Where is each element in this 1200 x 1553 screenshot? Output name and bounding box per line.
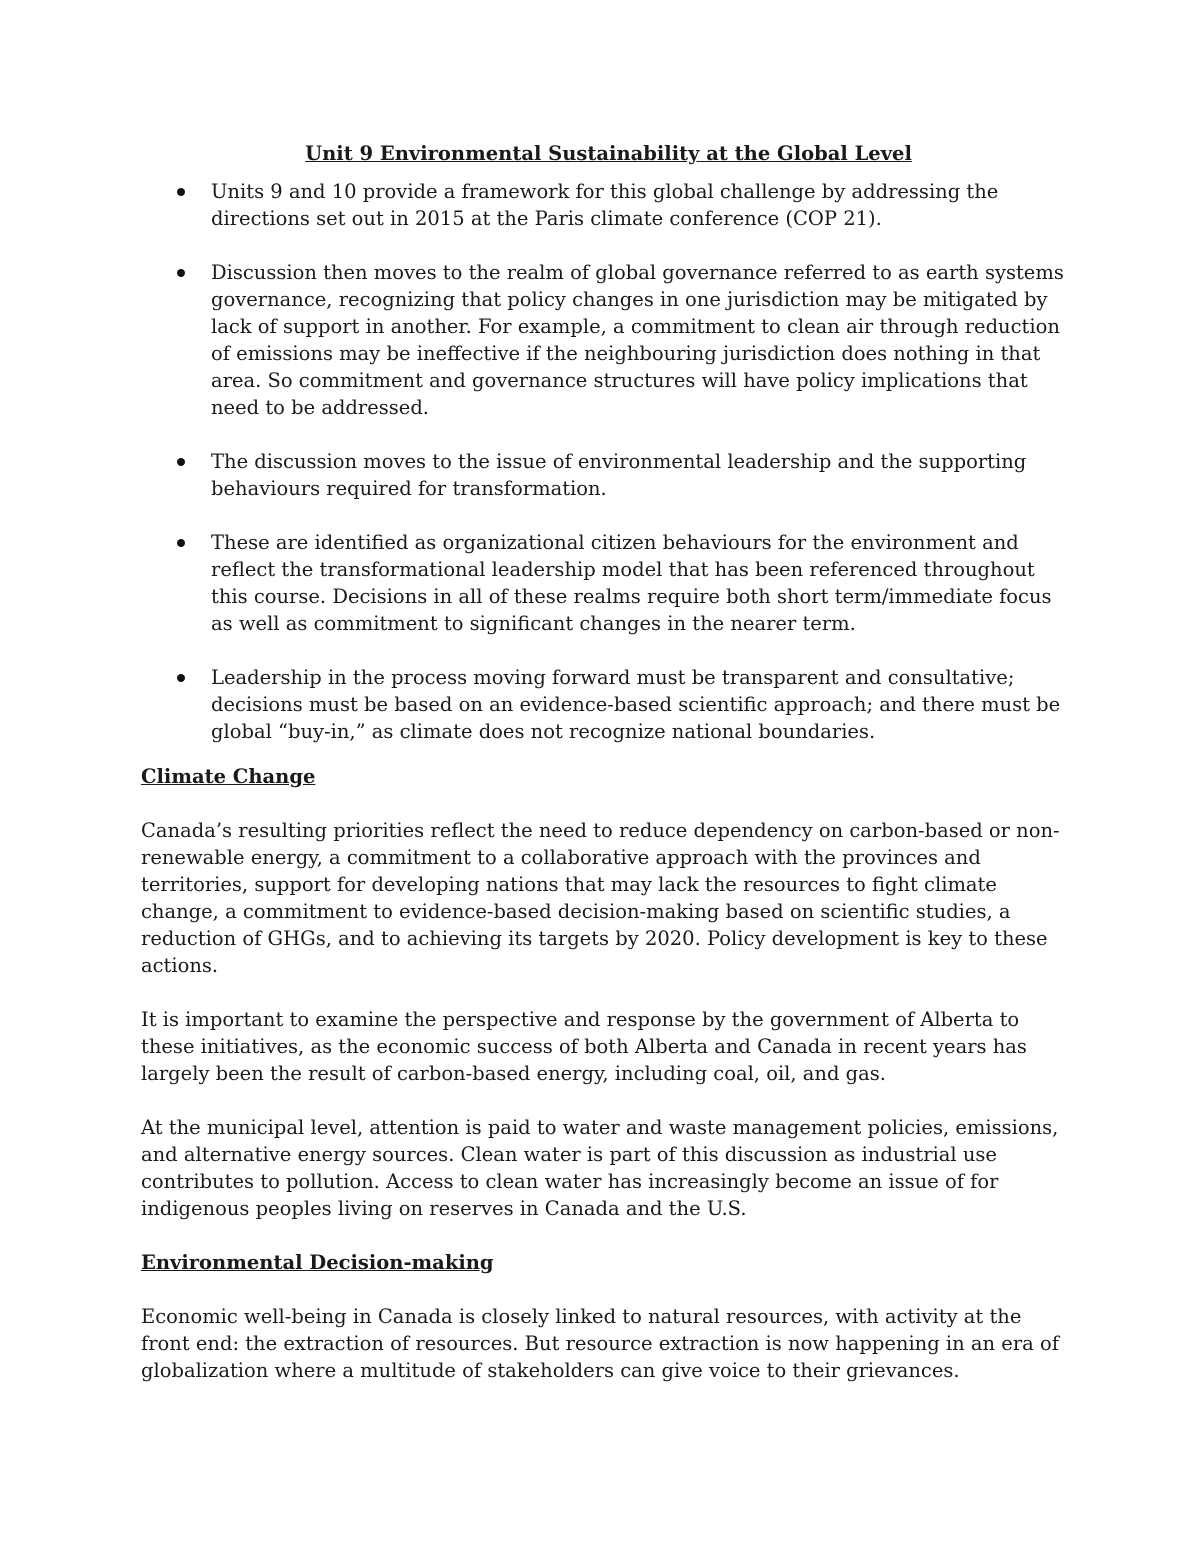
bullet-item [141,259,1076,421]
bullet-list [141,178,1076,745]
bullet-icon [177,674,185,682]
bullet-text: Units 9 and 10 provide a framework for this global challenge by addressing the directions set out in 2015 at the Paris climate conference (COP 21). [211,180,999,230]
bullet-item [141,178,1076,232]
bullet-icon [177,188,185,196]
bullet-item [141,664,1076,745]
paragraph: Economic well-being in Canada is closely linked to natural resources, with activity at the front end: the extraction of resources. But resource extraction is now happening in an era of globalization where a multitude of stakeholders can give voice to their grievances. [141,1305,1059,1382]
paragraph: It is important to examine the perspective and response by the government of Alberta to these initiatives, as the economic success of both Alberta and Canada in recent years has largely been the result of carbon-based energy, including coal, oil, and gas. [141,1008,1027,1085]
bullet-item [141,448,1076,502]
bullet-text: The discussion moves to the issue of environmental leadership and the supporting behaviours required for transformation. [211,450,1027,500]
bullet-text: Leadership in the process moving forward must be transparent and consultative; decisions must be based on an evidence-based scientific approach; and there must be global “buy-in,” as climate does not recognize national boundaries. [211,666,1061,743]
bullet-text: Discussion then moves to the realm of global governance referred to as earth systems governance, recognizing that policy changes in one jurisdiction may be mitigated by lack of support in another. For example, a commitment to clean air through reduction of emissions may be ineffective if the neighbouring jurisdiction does nothing in that area. So commitment and governance structures will have policy implications that need to be addressed. [211,261,1064,419]
bullet-icon [177,458,185,466]
section-heading-environmental-decision-making: Environmental Decision-making [141,1251,494,1274]
document-page [141,140,1076,1411]
bullet-icon [177,539,185,547]
document-title: Unit 9 Environmental Sustainability at the Global Level [305,142,912,165]
bullet-item [141,529,1076,637]
bullet-icon [177,269,185,277]
paragraph: At the municipal level, attention is paid to water and waste management policies, emissions, and alternative energy sources. Clean water is part of this discussion as industrial use contributes to pollution. Access to clean water has increasingly become an issue of for indigenous peoples living on reserves in Canada and the U.S. [141,1116,1059,1220]
section-heading-climate-change: Climate Change [141,765,316,788]
bullet-text: These are identified as organizational citizen behaviours for the environment and reflect the transformational leadership model that has been referenced throughout this course. Decisions in all of these realms require both short term/immediate focus as well as commitment to significant changes in the nearer term. [211,531,1052,635]
paragraph: Canada’s resulting priorities reflect the need to reduce dependency on carbon-based or non-renewable energy, a commitment to a collaborative approach with the provinces and territories, support for developing nations that may lack the resources to fight climate change, a commitment to evidence-based decision-making based on scientific studies, a reduction of GHGs, and to achieving its targets by 2020. Policy development is key to these actions. [141,819,1060,977]
